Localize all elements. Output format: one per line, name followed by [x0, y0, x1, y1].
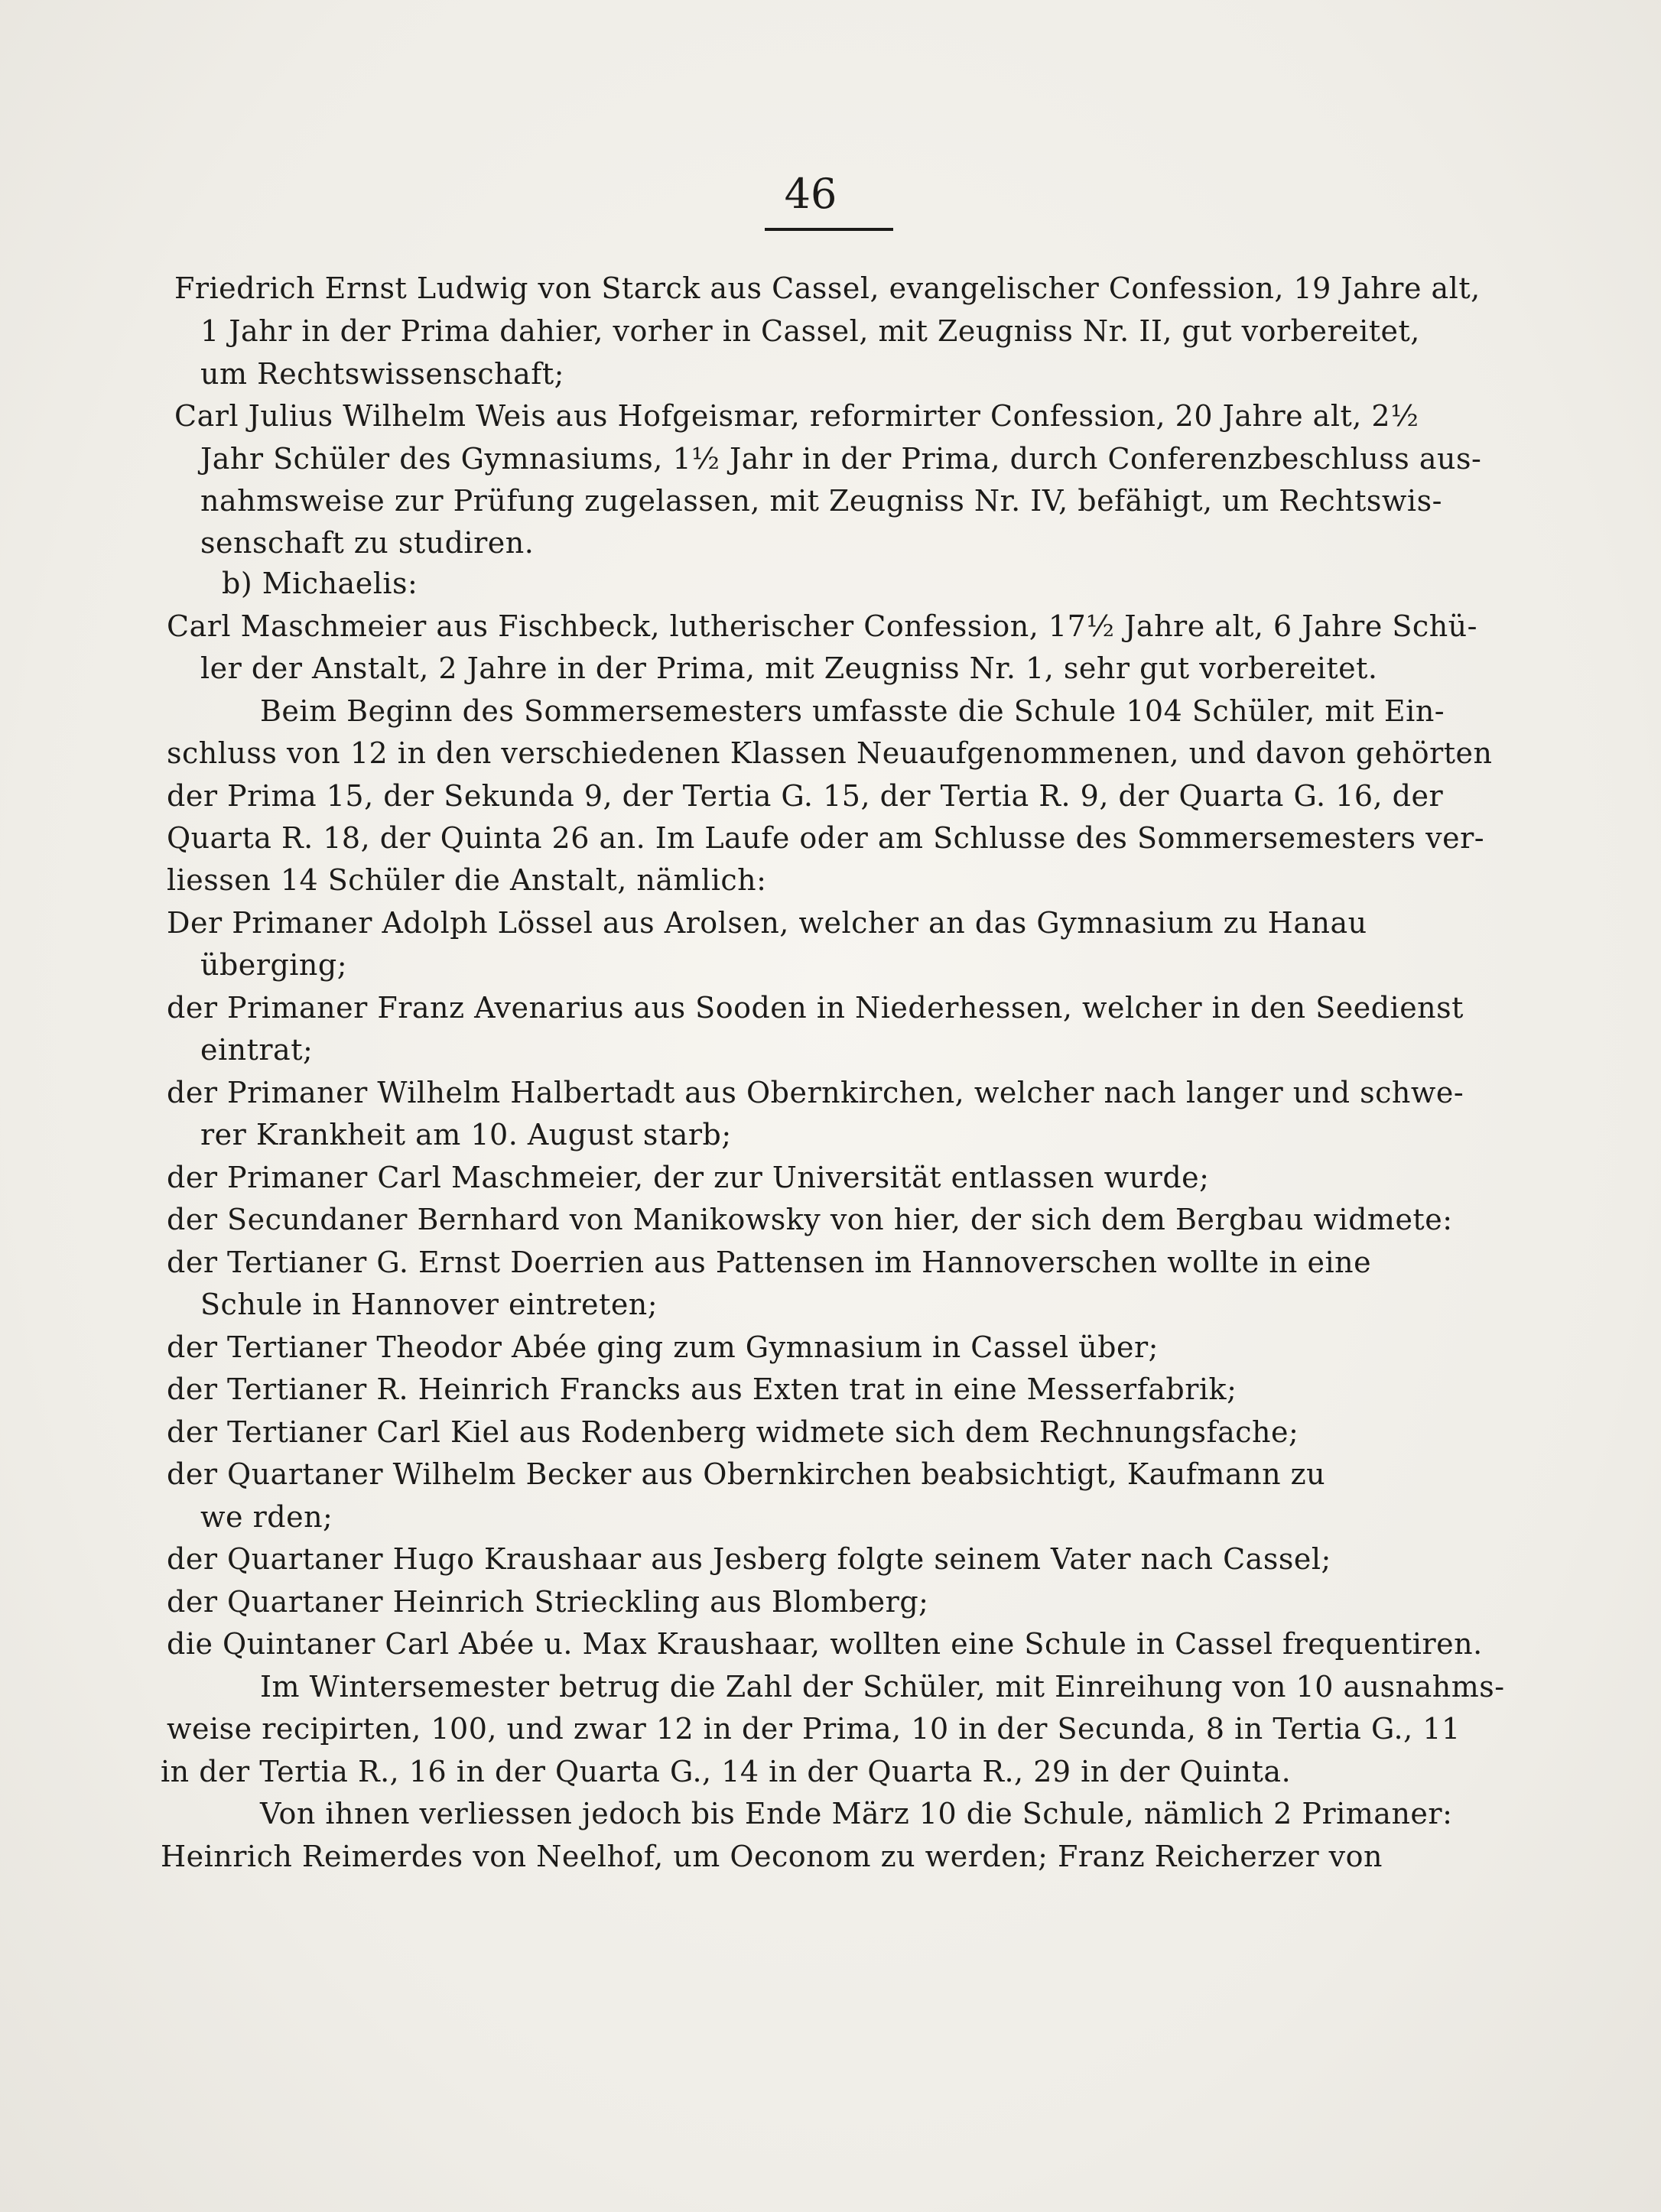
text-line: Quarta R. 18, der Quinta 26 an. Im Laufe oder am Schlusse des Sommersemesters ver- [167, 821, 1485, 855]
text-line: schluss von 12 in den verschiedenen Klassen Neuaufgenommenen, und davon gehörten [167, 736, 1493, 770]
text-line: weise recipirten, 100, und zwar 12 in der Prima, 10 in der Secunda, 8 in Tertia G., 11 [167, 1712, 1461, 1746]
text-line: der Primaner Wilhelm Halbertadt aus Obernkirchen, welcher nach langer und schwe- [167, 1076, 1464, 1109]
text-line: ler der Anstalt, 2 Jahre in der Prima, mit Zeugniss Nr. 1, sehr gut vorbereitet. [200, 651, 1378, 685]
text-line: der Quartaner Heinrich Strieckling aus Blomberg; [167, 1585, 929, 1619]
text-line: die Quintaner Carl Abée u. Max Kraushaar, wollten eine Schule in Cassel frequentiren. [167, 1627, 1483, 1661]
text-line: der Tertianer R. Heinrich Francks aus Exten trat in eine Messerfabrik; [167, 1372, 1237, 1406]
text-line: Friedrich Ernst Ludwig von Starck aus Cassel, evangelischer Confession, 19 Jahre alt, [174, 271, 1481, 305]
text-line: der Tertianer Carl Kiel aus Rodenberg widmete sich dem Rechnungsfache; [167, 1415, 1299, 1449]
text-line: der Secundaner Bernhard von Manikowsky von hier, der sich dem Bergbau widmete: [167, 1203, 1453, 1236]
text-line: der Primaner Carl Maschmeier, der zur Universität entlassen wurde; [167, 1161, 1210, 1194]
text-line: Heinrich Reimerdes von Neelhof, um Oeconom zu werden; Franz Reicherzer von [161, 1840, 1383, 1873]
text-line: der Quartaner Wilhelm Becker aus Obernkirchen beabsichtigt, Kaufmann zu [167, 1457, 1326, 1491]
text-line: der Tertianer Theodor Abée ging zum Gymnasium in Cassel über; [167, 1330, 1159, 1364]
text-line: senschaft zu studiren. [200, 526, 535, 560]
text-line: Beim Beginn des Sommersemesters umfasste die Schule 104 Schüler, mit Ein- [260, 694, 1445, 728]
text-line: rer Krankheit am 10. August starb; [200, 1118, 732, 1151]
text-line: Carl Maschmeier aus Fischbeck, lutherischer Confession, 17½ Jahre alt, 6 Jahre Schü- [167, 609, 1477, 643]
page-number-rule [765, 228, 893, 231]
text-line: Jahr Schüler des Gymnasiums, 1½ Jahr in der Prima, durch Conferenzbeschluss aus- [200, 442, 1482, 476]
text-line: Schule in Hannover eintreten; [200, 1288, 658, 1321]
text-line: liessen 14 Schüler die Anstalt, nämlich: [167, 863, 767, 897]
text-line: 1 Jahr in der Prima dahier, vorher in Cassel, mit Zeugniss Nr. II, gut vorbereitet, [200, 314, 1420, 348]
text-line: nahmsweise zur Prüfung zugelassen, mit Zeugniss Nr. IV, befähigt, um Rechtswis- [200, 484, 1442, 518]
text-line: Von ihnen verliessen jedoch bis Ende März 10 die Schule, nämlich 2 Primaner: [260, 1797, 1453, 1830]
text-line: in der Tertia R., 16 in der Quarta G., 14 in der Quarta R., 29 in der Quinta. [161, 1755, 1292, 1788]
text-line: um Rechtswissenschaft; [200, 357, 564, 391]
text-line: b) Michaelis: [222, 567, 418, 600]
text-line: der Primaner Franz Avenarius aus Sooden in Niederhessen, welcher in den Seedienst [167, 991, 1464, 1025]
text-line: Der Primaner Adolph Lössel aus Arolsen, welcher an das Gymnasium zu Hanau [167, 906, 1367, 940]
text-line: eintrat; [200, 1033, 314, 1067]
text-line: überging; [200, 948, 348, 982]
text-line: der Prima 15, der Sekunda 9, der Tertia G. 15, der Tertia R. 9, der Quarta G. 16, der [167, 779, 1444, 813]
text-line: Carl Julius Wilhelm Weis aus Hofgeismar, reformirter Confession, 20 Jahre alt, 2½ [174, 399, 1419, 433]
text-line: der Quartaner Hugo Kraushaar aus Jesberg folgte seinem Vater nach Cassel; [167, 1542, 1331, 1576]
text-line: we rden; [200, 1500, 333, 1534]
text-line: Im Wintersemester betrug die Zahl der Schüler, mit Einreihung von 10 ausnahms- [260, 1670, 1505, 1704]
text-line: der Tertianer G. Ernst Doerrien aus Pattensen im Hannoverschen wollte in eine [167, 1246, 1372, 1279]
page-number: 46 [784, 170, 837, 218]
